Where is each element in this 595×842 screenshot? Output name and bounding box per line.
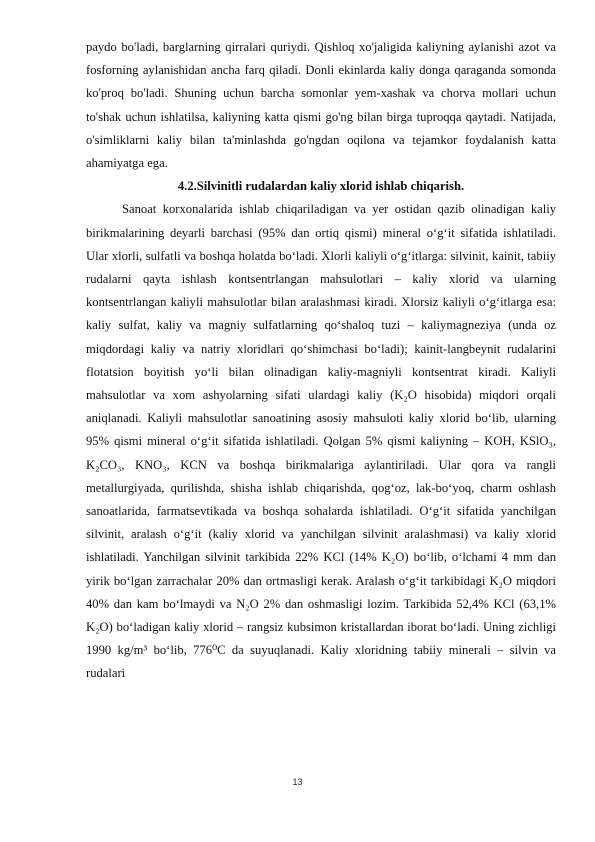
body-paragraph: paydo bo'ladi, barglarning qirralari quriydi. Qishloq xo'jaligida kaliyning aylanishi azot va fosforning aylanishidan ancha farq qiladi. Donli ekinlarda kaliy donga qaraganda somonda ko'proq bo'ladi. Shuning uchun barcha somonlar yem-xashak va chorva mollari uchun to'shak uchun ishlatilsa, kaliyning katta qismi go'ng bilan birga tuproqqa qaytadi. Natijada, o'simliklarni kaliy bilan ta'minlashda go'ngdan oqilona va tejamkor foydalanish katta ahamiyatga ega. [86,40,556,171]
page-number: 13 [292,777,303,787]
body-paragraph: Sanoat korxonalarida ishlab chiqariladigan va yer ostidan qazib olinadigan kaliy birikmalarining deyarli barchasi (95% dan ortiq qismi) mineral o‘g‘it sifatida ishlatiladi. Ular xlorli, sulfatli va boshqa holatda bo‘ladi. Xlorli kaliyli o‘g‘itlarga: silvinit, kainit, tabiiy rudalarni qayta ishlash kontsentrlangan mahsulotlari – kaliy xlorid va ularning kontsentrlangan kaliyli mahsulotlar bilan aralashmasi kiradi. Xlorsiz kaliyli o‘g‘itlarga esa: kaliy sulfat, kaliy va magniy sulfatlarning qo‘shaloq tuzi – kaliymagneziya (unda oz miqdordagi kaliy va natriy xloridlari qo‘shimchasi bo‘ladi); kainit-langbeynit rudalarini flotatsion boyitish yo‘li bilan olinadigan kaliy-magniyli kontsentrat kiradi. Kaliyli mahsulotlar va xom ashyolarning sifati ulardagi kaliy (K₂O hisobida) miqdori orqali aniqlanadi. Kaliyli mahsulotlar sanoatining asosiy mahsuloti kaliy xlorid bo‘lib, ularning 95% qismi mineral o‘g‘it sifatida ishlatiladi. Qolgan 5% qismi kaliyning – KOH, KSlO₃, K₂CO₃, KNO₃, KCN va boshqa birikmalariga aylantiriladi. Ular qora va rangli metallurgiyada, qurilishda, shisha ishlab chiqarishda, qog‘oz, lak-bo‘yoq, charm oshlash sanoatlarida, farmatsevtikada va boshqa sohalarda ishlatiladi. O‘g‘it sifatida yanchilgan silvinit, aralash o‘g‘it (kaliy xlorid va yanchilgan silvinit aralashmasi) va kaliy xlorid ishlatiladi. Yanchilgan silvinit tarkibida 22% KCl (14% K₂O) bo‘lib, o‘lchami 4 mm dan yirik bo‘lgan zarrachalar 20% dan ortmasligi kerak. Aralash o‘g‘it tarkibidagi K₂O miqdori 40% dan kam bo‘lmaydi va N₂O 2% dan oshmasligi lozim. Tarkibida 52,4% KCl (63,1% K₂O) bo‘ladigan kaliy xlorid – rangsiz kubsimon kristallardan iborat bo‘ladi. Uning zichligi 1990 kg/m³ bo‘lib, 776⁰C da suyuqlanadi. Kaliy xloridning tabiiy minerali – silvin va rudalari [86,202,556,681]
document-page [86,36,556,686]
section-heading: 4.2.Silvinitli rudalardan kaliy xlorid ishlab chiqarish. [177,179,465,194]
